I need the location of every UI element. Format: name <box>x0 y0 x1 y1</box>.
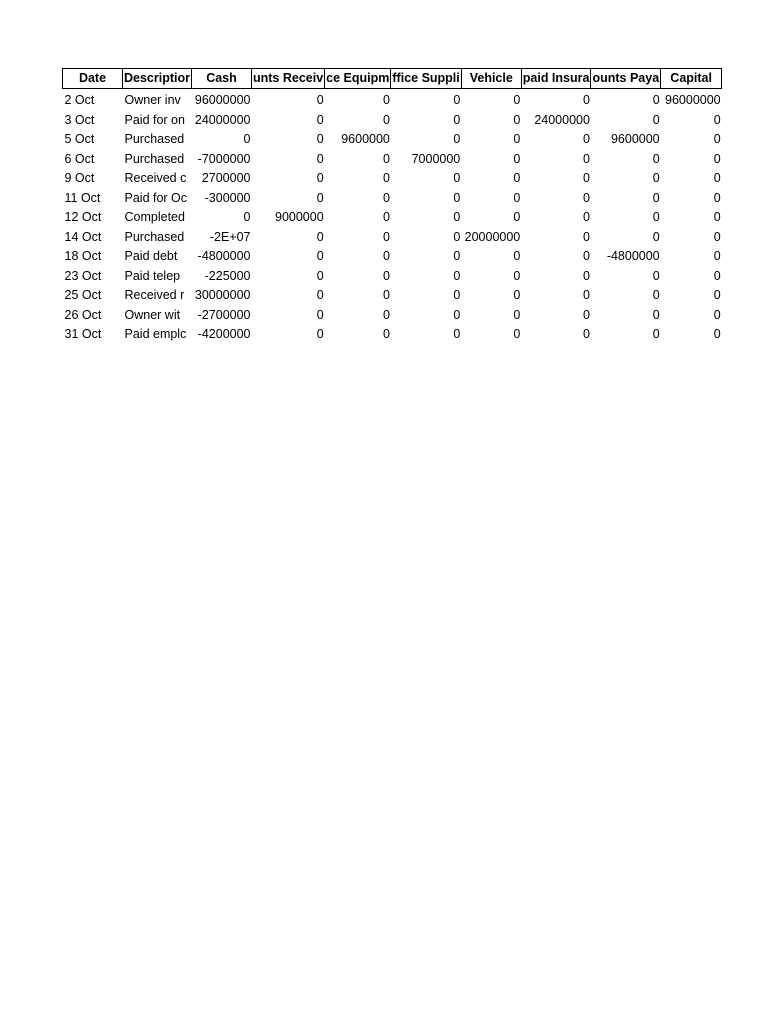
cell-accounts-receivable: 0 <box>316 268 324 283</box>
cell-office-supplies: 0 <box>453 288 461 302</box>
cell-office-supplies: 7000000 <box>411 151 461 166</box>
cell-prepaid-insurance: 0 <box>583 93 590 107</box>
header-cash: Cash <box>192 69 252 89</box>
cell-prepaid-insurance: 0 <box>583 132 590 146</box>
header-accounts-payable: ounts Paya <box>591 69 661 89</box>
cell-accounts-payable: 0 <box>652 210 660 224</box>
table-row <box>63 189 722 209</box>
cell-accounts-payable: 0 <box>652 151 660 166</box>
cell-vehicle: 20000000 <box>464 229 521 244</box>
table-row <box>63 130 722 150</box>
cell-description: Paid debt <box>124 249 178 263</box>
cell-accounts-payable: 0 <box>652 93 660 107</box>
cell-accounts-receivable: 0 <box>316 93 324 107</box>
cell-prepaid-insurance: 0 <box>583 268 590 283</box>
cell-cash: -7000000 <box>197 151 251 166</box>
cell-prepaid-insurance: 0 <box>583 327 590 341</box>
table-row <box>63 111 722 131</box>
cell-accounts-receivable: 0 <box>316 151 324 166</box>
cell-capital: 0 <box>713 210 721 224</box>
cell-cash: 96000000 <box>194 93 251 107</box>
cell-capital: 0 <box>713 249 721 263</box>
cell-office-equipment: 0 <box>382 268 390 283</box>
cell-cash: 0 <box>243 132 251 146</box>
header-vehicle: Vehicle <box>461 69 521 89</box>
cell-office-equipment: 0 <box>382 93 390 107</box>
cell-date: 11 Oct <box>64 190 101 205</box>
cell-office-equipment: 0 <box>382 288 390 302</box>
cell-cash: 24000000 <box>194 112 251 127</box>
cell-cash: -225000 <box>204 268 251 283</box>
cell-vehicle: 0 <box>513 171 521 185</box>
table-row <box>63 169 722 189</box>
cell-office-equipment: 0 <box>382 210 390 224</box>
cell-cash: -300000 <box>204 190 251 205</box>
cell-office-supplies: 0 <box>453 229 461 244</box>
cell-accounts-payable: 0 <box>652 190 660 205</box>
cell-date: 6 Oct <box>64 151 95 166</box>
cell-office-equipment: 0 <box>382 249 390 263</box>
cell-date: 31 Oct <box>64 327 102 341</box>
header-description: Descriptior <box>123 69 192 89</box>
cell-accounts-receivable: 0 <box>316 249 324 263</box>
transaction-table <box>62 68 722 345</box>
cell-office-equipment: 0 <box>382 171 390 185</box>
header-office-equipment: ce Equipm <box>325 69 391 89</box>
cell-prepaid-insurance: 24000000 <box>534 112 590 127</box>
cell-cash: -2700000 <box>197 307 251 322</box>
cell-description: Paid for Oc <box>124 190 188 205</box>
cell-capital: 0 <box>713 171 721 185</box>
cell-accounts-payable: -4800000 <box>606 249 660 263</box>
cell-capital: 0 <box>713 268 721 283</box>
cell-description: Received c <box>124 171 187 185</box>
cell-date: 2 Oct <box>64 93 95 107</box>
cell-office-equipment: 9600000 <box>341 132 390 146</box>
cell-cash: -4800000 <box>197 249 251 263</box>
cell-date: 18 Oct <box>64 249 102 263</box>
cell-office-supplies: 0 <box>453 93 461 107</box>
cell-accounts-receivable: 0 <box>316 229 324 244</box>
header-office-supplies: ffice Suppli <box>391 69 461 89</box>
cell-office-equipment: 0 <box>382 190 390 205</box>
cell-accounts-payable: 0 <box>652 171 660 185</box>
cell-description: Paid telep <box>124 268 181 283</box>
cell-vehicle: 0 <box>513 132 521 146</box>
cell-accounts-receivable: 0 <box>316 307 324 322</box>
cell-capital: 0 <box>713 307 721 322</box>
cell-description: Received r <box>124 288 185 302</box>
cell-vehicle: 0 <box>513 112 521 127</box>
cell-prepaid-insurance: 0 <box>583 171 590 185</box>
table-row <box>63 306 722 326</box>
cell-accounts-payable: 0 <box>652 112 660 127</box>
cell-date: 5 Oct <box>64 132 95 146</box>
cell-vehicle: 0 <box>513 151 521 166</box>
cell-capital: 0 <box>713 151 721 166</box>
cell-description: Purchased <box>124 151 185 166</box>
table-body <box>63 89 722 345</box>
cell-date: 14 Oct <box>64 229 102 244</box>
cell-accounts-payable: 0 <box>652 288 660 302</box>
cell-vehicle: 0 <box>513 249 521 263</box>
cell-office-supplies: 0 <box>453 171 461 185</box>
cell-accounts-receivable: 9000000 <box>275 210 324 224</box>
cell-cash: 30000000 <box>194 288 251 302</box>
cell-capital: 0 <box>713 327 721 341</box>
cell-capital: 0 <box>713 112 721 127</box>
cell-office-supplies: 0 <box>453 268 461 283</box>
cell-date: 9 Oct <box>64 171 95 185</box>
cell-accounts-payable: 0 <box>652 229 660 244</box>
cell-accounts-receivable: 0 <box>316 327 324 341</box>
cell-cash: -4200000 <box>197 327 251 341</box>
cell-description: Completed <box>124 210 185 224</box>
cell-accounts-payable: 0 <box>652 268 660 283</box>
cell-description: Owner inv <box>124 93 181 107</box>
cell-accounts-receivable: 0 <box>316 288 324 302</box>
cell-accounts-payable: 9600000 <box>610 132 660 146</box>
cell-prepaid-insurance: 0 <box>583 249 590 263</box>
header-date: Date <box>63 69 123 89</box>
cell-capital: 0 <box>713 229 721 244</box>
cell-accounts-receivable: 0 <box>316 171 324 185</box>
header-row <box>63 69 722 89</box>
cell-description: Purchased <box>124 132 185 146</box>
cell-vehicle: 0 <box>513 288 521 302</box>
cell-description: Paid for on <box>124 112 185 127</box>
cell-office-supplies: 0 <box>453 307 461 322</box>
cell-prepaid-insurance: 0 <box>583 210 590 224</box>
cell-vehicle: 0 <box>513 93 521 107</box>
table-row <box>63 208 722 228</box>
cell-capital: 0 <box>713 288 721 302</box>
cell-accounts-receivable: 0 <box>316 112 324 127</box>
cell-description: Paid emplc <box>124 327 187 341</box>
cell-vehicle: 0 <box>513 210 521 224</box>
cell-cash: -2E+07 <box>209 229 251 244</box>
cell-office-equipment: 0 <box>382 112 390 127</box>
cell-prepaid-insurance: 0 <box>583 151 590 166</box>
table-row <box>63 228 722 248</box>
cell-date: 26 Oct <box>64 307 102 322</box>
cell-capital: 0 <box>713 132 721 146</box>
cell-accounts-receivable: 0 <box>316 190 324 205</box>
header-prepaid-insurance: paid Insura <box>521 69 591 89</box>
cell-accounts-payable: 0 <box>652 327 660 341</box>
cell-office-supplies: 0 <box>453 132 461 146</box>
cell-office-supplies: 0 <box>453 210 461 224</box>
cell-prepaid-insurance: 0 <box>583 307 590 322</box>
cell-cash: 0 <box>243 210 251 224</box>
cell-prepaid-insurance: 0 <box>583 229 590 244</box>
cell-office-equipment: 0 <box>382 151 390 166</box>
cell-office-supplies: 0 <box>453 190 461 205</box>
cell-vehicle: 0 <box>513 307 521 322</box>
table-row <box>63 150 722 170</box>
cell-capital: 96000000 <box>665 93 721 107</box>
header-capital: Capital <box>661 69 722 89</box>
cell-office-equipment: 0 <box>382 327 390 341</box>
table-row <box>63 286 722 306</box>
cell-vehicle: 0 <box>513 190 521 205</box>
cell-office-supplies: 0 <box>453 112 461 127</box>
header-accounts-receivable: unts Receiv <box>252 69 325 89</box>
cell-prepaid-insurance: 0 <box>583 288 590 302</box>
cell-accounts-receivable: 0 <box>316 132 324 146</box>
cell-date: 3 Oct <box>64 112 95 127</box>
cell-office-equipment: 0 <box>382 307 390 322</box>
cell-vehicle: 0 <box>513 327 521 341</box>
table-row <box>63 89 722 111</box>
cell-prepaid-insurance: 0 <box>583 190 590 205</box>
cell-description: Purchased <box>124 229 185 244</box>
cell-office-supplies: 0 <box>453 327 461 341</box>
cell-office-equipment: 0 <box>382 229 390 244</box>
cell-accounts-payable: 0 <box>652 307 660 322</box>
cell-date: 23 Oct <box>64 268 102 283</box>
cell-office-supplies: 0 <box>453 249 461 263</box>
cell-capital: 0 <box>713 190 721 205</box>
cell-date: 12 Oct <box>64 210 102 224</box>
cell-description: Owner wit <box>124 307 181 322</box>
table-row <box>63 325 722 345</box>
table-row <box>63 247 722 267</box>
cell-vehicle: 0 <box>513 268 521 283</box>
cell-cash: 2700000 <box>201 171 251 185</box>
table-row <box>63 267 722 287</box>
cell-date: 25 Oct <box>64 288 102 302</box>
